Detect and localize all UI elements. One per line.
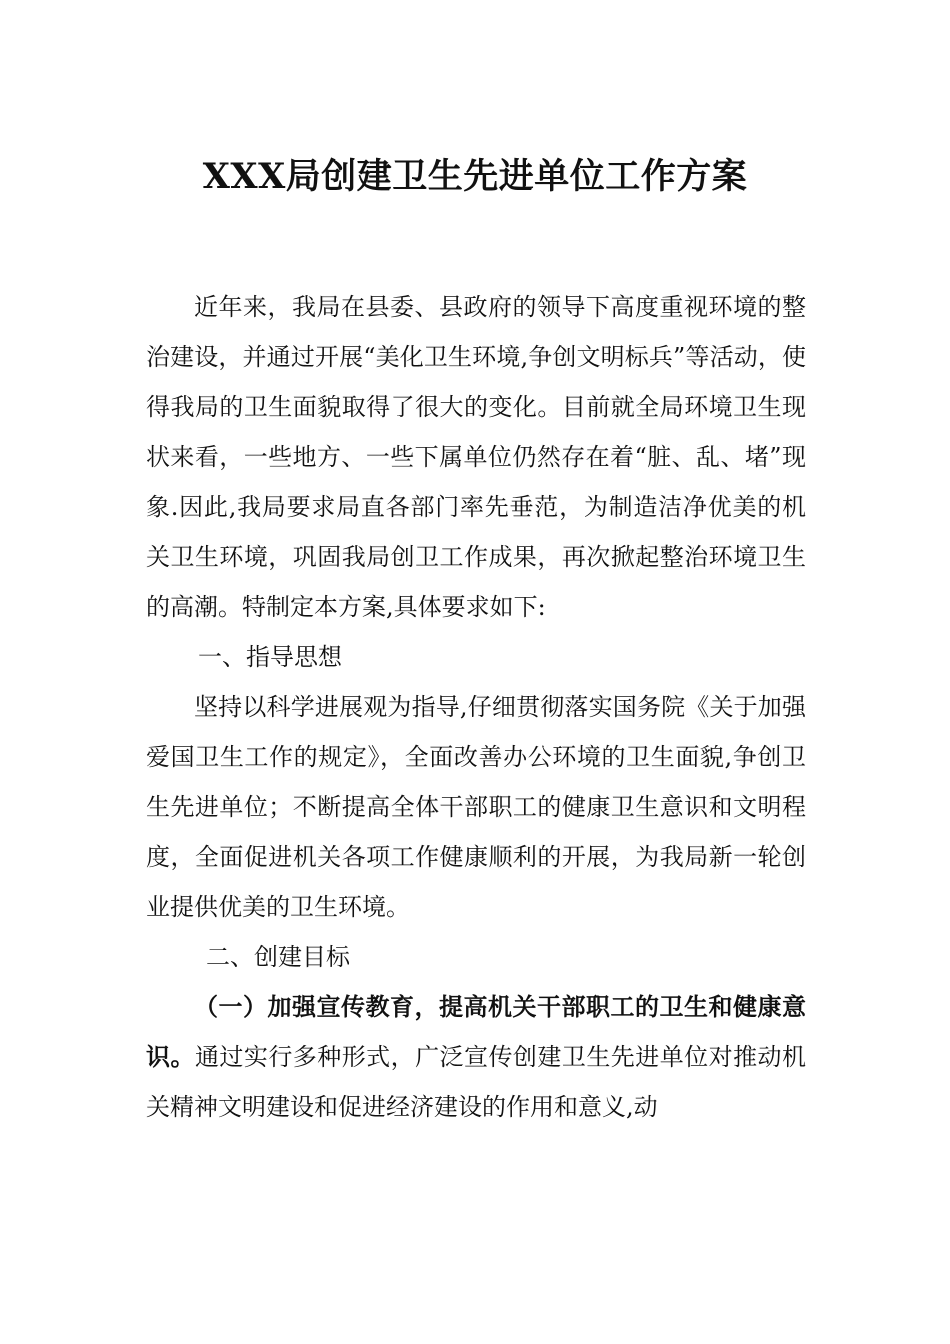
document-body [146, 282, 806, 1132]
subsection-heading-publicity: （一）加强宣传教育，提高机关干部职工的卫生和健康意识。 [146, 992, 806, 1071]
document-title: XXX局创建卫生先进单位工作方案 [202, 156, 748, 197]
section-heading-guiding-ideology: 一、指导思想 [198, 643, 342, 671]
guiding-ideology-paragraph: 坚持以科学进展观为指导,仔细贯彻落实国务院《关于加强爱国卫生工作的规定》，全面改善办公环境的卫生面貌,争创卫生先进单位；不断提高全体干部职工的健康卫生意识和文明程度，全面促进机关各项工作健康顺利的开展，为我局新一轮创业提供优美的卫生环境。 [146, 693, 806, 921]
subsection-text-publicity: 通过实行多种形式，广泛宣传创建卫生先进单位对推动机关精神文明建设和促进经济建设的作用和意义,动 [146, 1043, 807, 1121]
section-heading-creation-goals: 二、创建目标 [206, 943, 350, 971]
intro-paragraph: 近年来，我局在县委、县政府的领导下高度重视环境的整治建设，并通过开展“美化卫生环境,争创文明标兵”等活动，使得我局的卫生面貌取得了很大的变化。目前就全局环境卫生现状来看，一些地方、一些下属单位仍然存在着“脏、乱、堵”现象.因此,我局要求局直各部门率先垂范，为制造洁净优美的机关卫生环境，巩固我局创卫工作成果，再次掀起整治环境卫生的高潮。特制定本方案,具体要求如下: [146, 293, 806, 621]
subsection-paragraph-publicity [146, 982, 806, 1132]
